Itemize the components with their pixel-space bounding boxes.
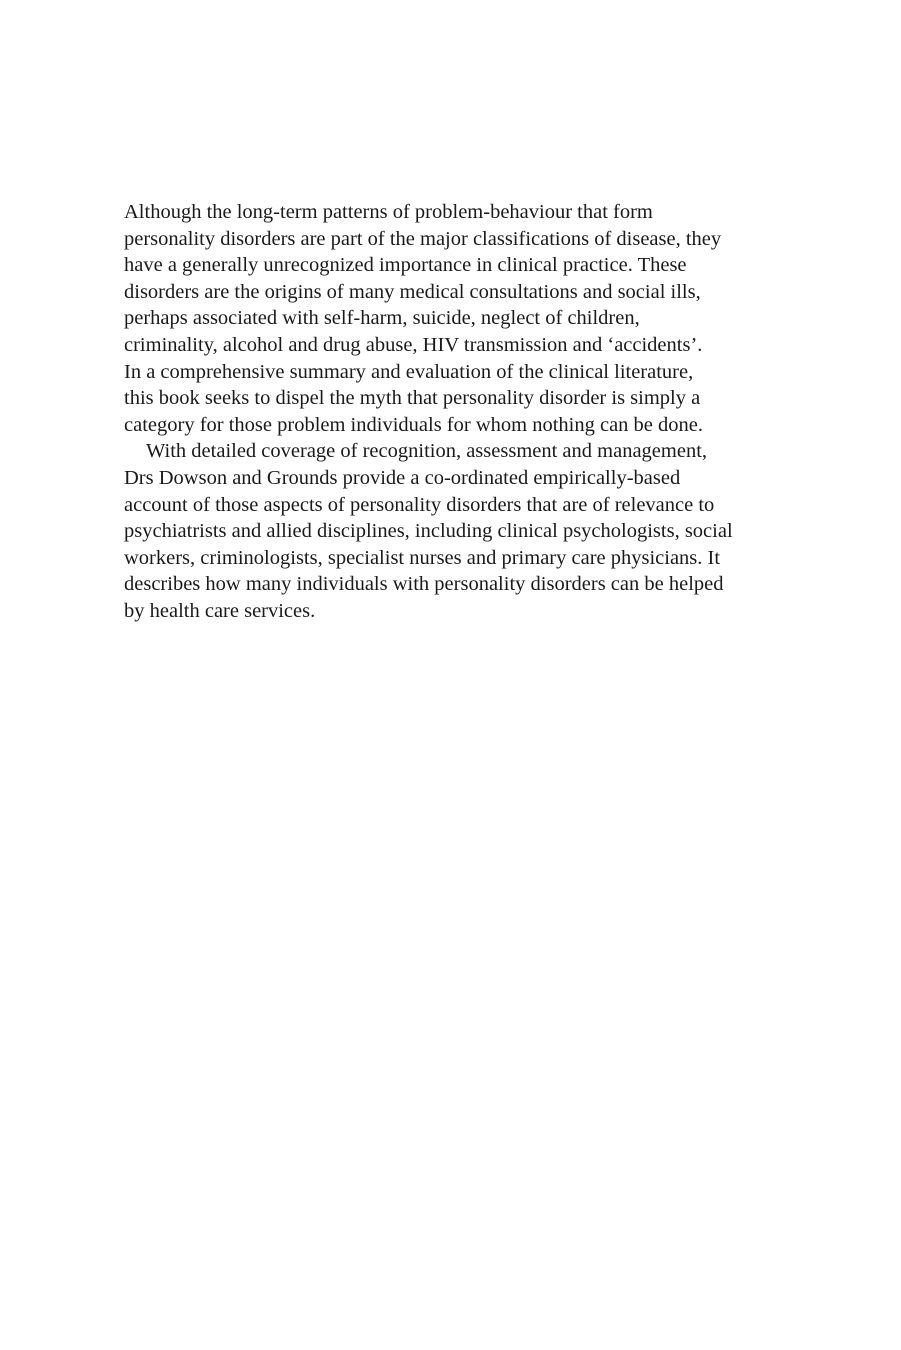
text-line: have a generally unrecognized importance in clinical practice. These [124,254,687,277]
text-line: perhaps associated with self-harm, suicide, neglect of children, [124,307,640,330]
text-line: criminality, alcohol and drug abuse, HIV transmission and ‘accidents’. [124,333,703,356]
paragraph-2 [124,438,774,624]
text-line: Drs Dowson and Grounds provide a co-ordinated empirically-based [124,466,681,489]
text-line: personality disorders are part of the major classifications of disease, they [124,227,722,250]
text-line: this book seeks to dispel the myth that personality disorder is simply a [124,387,701,410]
text-line: disorders are the origins of many medical consultations and social ills, [124,280,701,303]
text-line: account of those aspects of personality disorders that are of relevance to [124,493,715,516]
text-line: In a comprehensive summary and evaluation of the clinical literature, [124,360,694,383]
text-line: describes how many individuals with personality disorders can be helped [124,573,724,596]
blurb-text [124,199,774,625]
text-line: by health care services. [124,599,316,622]
text-line: workers, criminologists, specialist nurses and primary care physicians. It [124,546,721,569]
text-line: With detailed coverage of recognition, assessment and management, [146,440,708,463]
text-line: Although the long-term patterns of problem-behaviour that form [124,201,653,223]
text-line: psychiatrists and allied disciplines, including clinical psychologists, social [124,520,733,543]
paragraph-1 [124,199,774,438]
text-line: category for those problem individuals for whom nothing can be done. [124,413,703,436]
